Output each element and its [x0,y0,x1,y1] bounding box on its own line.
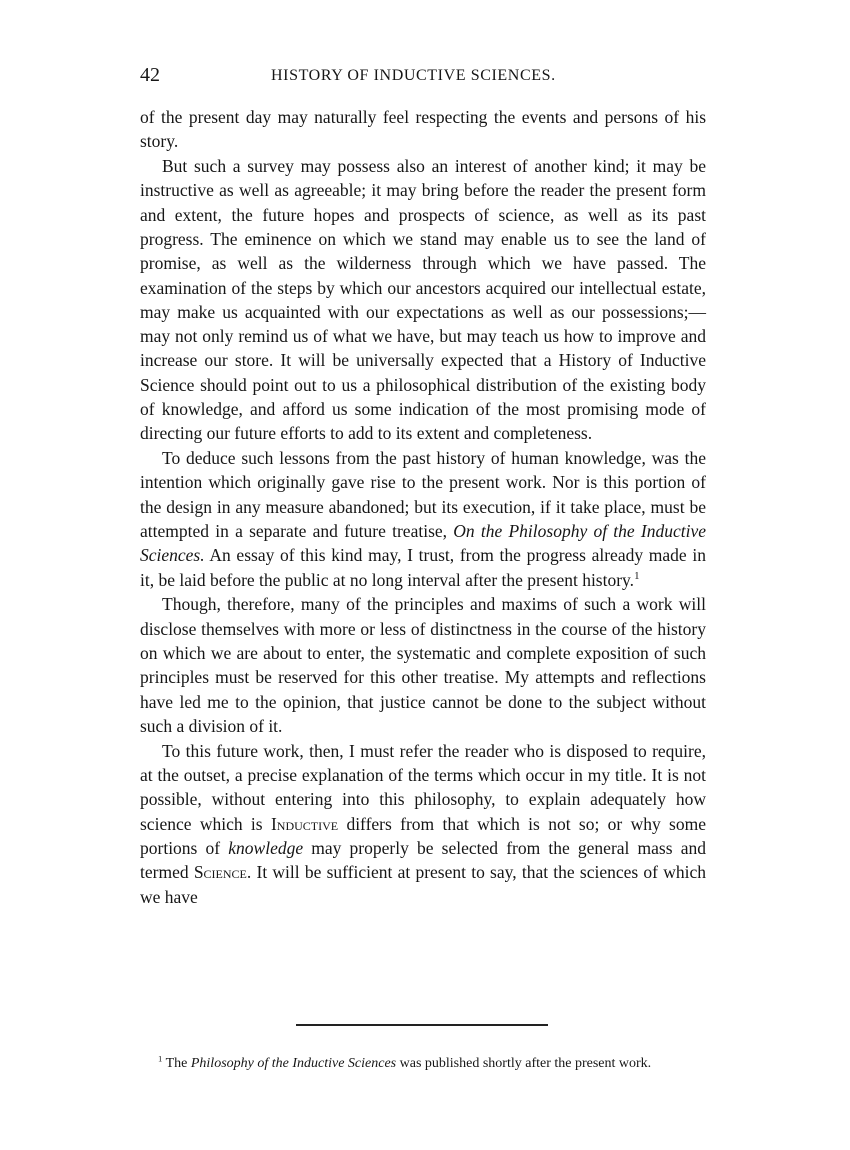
footnote-italic-title: Philosophy of the Inductive Sciences [190,1056,397,1071]
footnote-marker: 1 [158,1053,163,1064]
footnote-reference: 1 [634,569,640,582]
paragraph-5 [140,739,706,909]
paragraph-1-text: of the present day may naturally feel respecting the events and persons of his story. [140,107,706,152]
running-head [140,64,706,86]
paragraph-1 [140,105,706,154]
paragraph-2-text: But such a survey may possess also an interest of another kind; it may be instructive as well as agreeable; it may bring before the reader the present form and extent, the future hopes and prospects of science, as well as its past progress. The eminence on which we stand may enable us to see the land of promise, as well as the wilderness through which we have passed. The examination of the steps by which our ancestors acquired our intellectual estate, may make us acquainted with our expectations as well as our possessions;—may not only remind us of what we have, but may teach us how to improve and increase our store. It will be universally expected that a History of Inductive Science should point out to us a philosophical distribution of the existing body of knowledge, and afford us some indication of the most promising mode of directing our future efforts to add to its extent and completeness. [140,156,706,444]
footnote-text-b: was published shortly after the present work. [396,1056,652,1071]
italic-knowledge: knowledge [228,837,304,858]
body-text [140,105,706,909]
paragraph-5-text-d: . It will be sufficient at present to say, that the sciences of which we have [140,862,706,907]
footnote-divider [296,1024,548,1026]
paragraph-3 [140,446,706,592]
small-caps-inductive: Inductive [270,813,339,834]
paragraph-5-text-b: differs from that which is not so; or why some portions of [140,813,706,858]
book-title-italic: On the Philosophy of the Inductive Sciences. [140,521,706,566]
running-title: HISTORY OF INDUCTIVE SCIENCES. [271,67,556,84]
small-caps-science: Science [193,862,247,883]
paragraph-4-text: Though, therefore, many of the principles and maxims of such a work will disclose themselves with more or less of distinctness in the course of the history on which we are about to enter, the systematic and complete exposition of such principles must be reserved for this other treatise. My attempts and reflections have led me to the opinion, that justice cannot be done to the subject without such a division of it. [140,594,706,736]
paragraph-5-text-a: To this future work, then, I must refer the reader who is disposed to require, at the outset, a precise explanation of the terms which occur in my title. It is not possible, without entering into this philosophy, to explain adequately how science which is [140,740,706,834]
footnote-text-a: The [165,1056,191,1071]
paragraph-4 [140,592,706,738]
paragraph-3-text-b: An essay of this kind may, I trust, from the progress already made in it, be laid before the public at no long interval after the present history. [140,545,706,590]
paragraph-5-text-c: may properly be selected from the general mass and termed [140,837,706,883]
page-number: 42 [140,64,160,86]
paragraph-2 [140,154,706,446]
paragraph-3-text-a: To deduce such lessons from the past history of human knowledge, was the intention which originally gave rise to the present work. Nor is this portion of the design in any measure abandoned; but its execution, if it take place, must be attempted in a separate and future treatise, [140,448,706,542]
footnote [140,1054,706,1073]
